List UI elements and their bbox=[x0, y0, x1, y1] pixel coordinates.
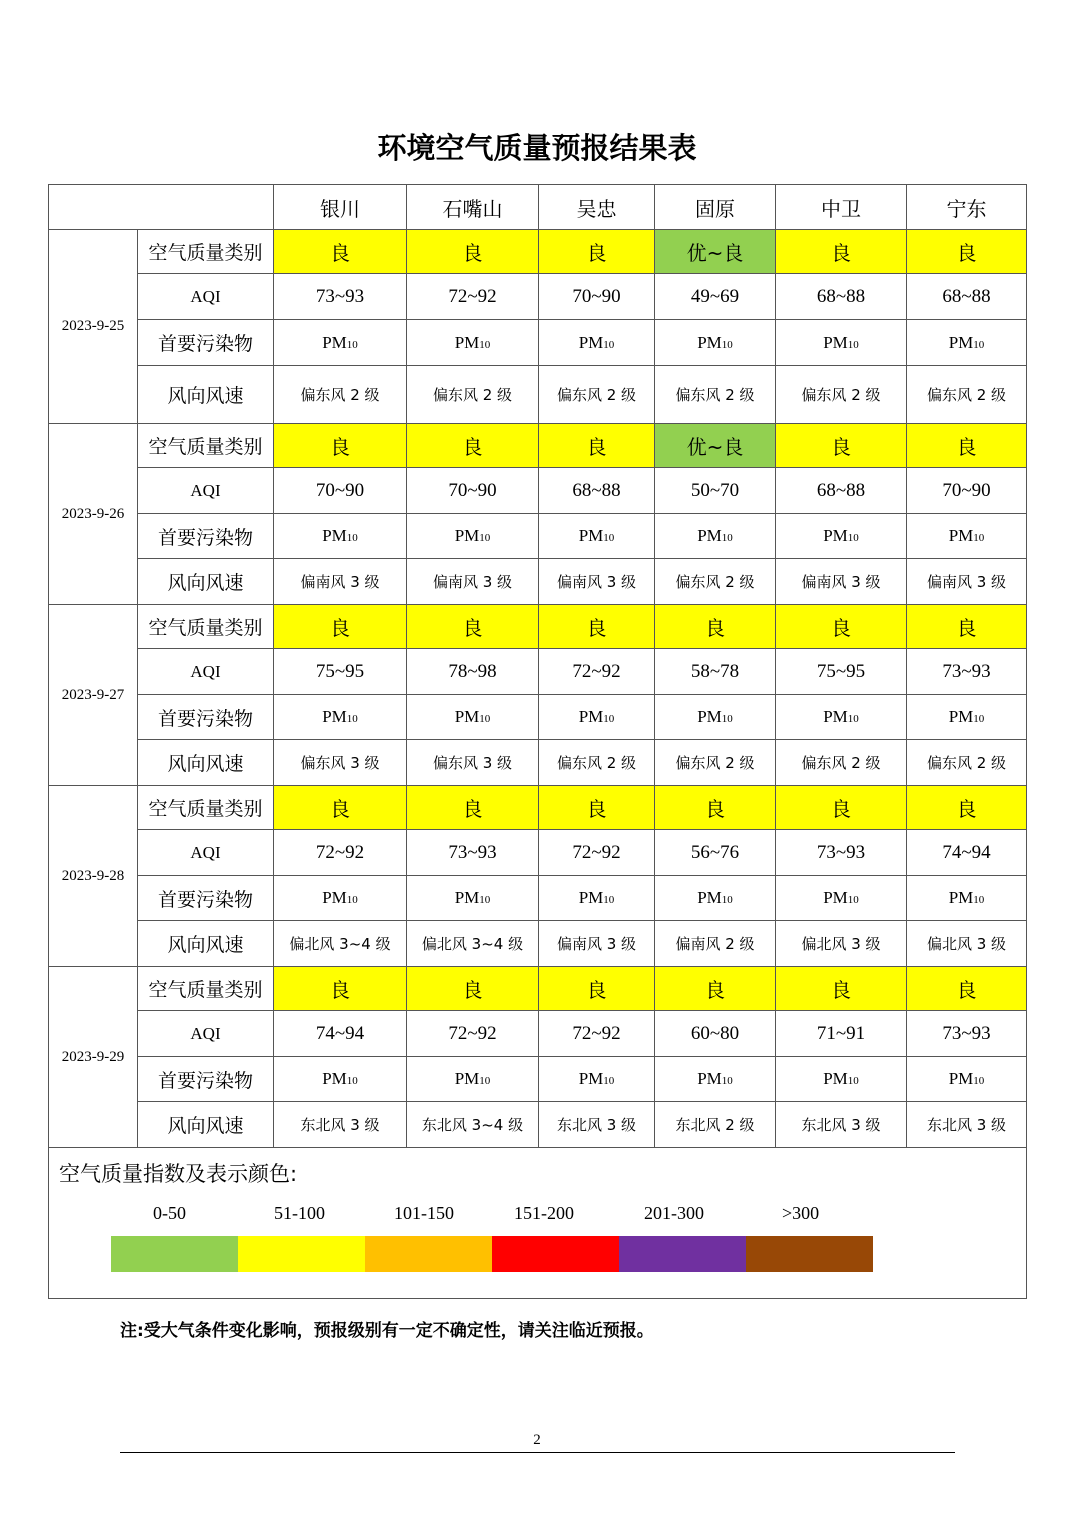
pollutant-value: PM10 bbox=[454, 332, 491, 352]
quality-cell: 良 bbox=[907, 230, 1027, 274]
pollutant-cell bbox=[655, 876, 776, 921]
quality-cell: 良 bbox=[776, 424, 907, 468]
pollutant-cell bbox=[274, 514, 407, 559]
pollutant-subscript: 10 bbox=[721, 713, 733, 725]
pollutant-subscript: 10 bbox=[346, 338, 358, 351]
city-header: 银川 bbox=[274, 185, 407, 230]
aqi-cell: 74~94 bbox=[907, 830, 1027, 876]
forecast-body bbox=[49, 230, 1027, 1148]
aqi-cell: 73~93 bbox=[274, 274, 407, 320]
wind-cell: 偏东风 3 级 bbox=[407, 740, 539, 786]
pollutant-cell bbox=[407, 1057, 539, 1102]
pollutant-subscript: 10 bbox=[847, 1075, 859, 1087]
quality-cell: 良 bbox=[407, 786, 539, 830]
pollutant-value: PM10 bbox=[948, 707, 985, 726]
aqi-cell: 72~92 bbox=[539, 830, 655, 876]
pollutant-cell bbox=[655, 514, 776, 559]
pollutant-subscript: 10 bbox=[973, 338, 985, 351]
pollutant-subscript: 10 bbox=[721, 894, 733, 906]
row-label-pollutant: 首要污染物 bbox=[138, 1057, 274, 1102]
quality-cell: 良 bbox=[907, 424, 1027, 468]
pollutant-cell bbox=[539, 876, 655, 921]
aqi-cell: 71~91 bbox=[776, 1011, 907, 1057]
pollutant-value: PM10 bbox=[697, 526, 733, 545]
legend-cell bbox=[49, 1148, 1027, 1299]
aqi-cell: 56~76 bbox=[655, 830, 776, 876]
pollutant-value: PM10 bbox=[823, 526, 859, 545]
pollutant-value: PM10 bbox=[697, 707, 733, 726]
quality-cell: 良 bbox=[776, 605, 907, 649]
table-row bbox=[49, 786, 1027, 830]
row-label-quality: 空气质量类别 bbox=[138, 230, 274, 274]
row-label-pollutant: 首要污染物 bbox=[138, 320, 274, 366]
wind-cell: 偏南风 3 级 bbox=[539, 559, 655, 605]
quality-cell: 良 bbox=[407, 605, 539, 649]
pollutant-subscript: 10 bbox=[847, 532, 859, 544]
row-label-pollutant: 首要污染物 bbox=[138, 876, 274, 921]
quality-cell: 良 bbox=[907, 967, 1027, 1011]
footer-divider bbox=[120, 1452, 955, 1453]
wind-cell: 偏东风 2 级 bbox=[407, 366, 539, 424]
wind-cell: 偏北风 3~4 级 bbox=[407, 921, 539, 967]
quality-cell: 良 bbox=[907, 605, 1027, 649]
quality-cell: 良 bbox=[655, 786, 776, 830]
aqi-cell: 72~92 bbox=[274, 830, 407, 876]
row-label-quality: 空气质量类别 bbox=[138, 967, 274, 1011]
pollutant-value: PM10 bbox=[454, 707, 491, 726]
page-number: 2 bbox=[533, 1432, 541, 1448]
wind-cell: 东北风 3 级 bbox=[274, 1102, 407, 1148]
pollutant-value: PM10 bbox=[454, 526, 491, 545]
pollutant-value: PM10 bbox=[823, 332, 859, 352]
quality-cell: 良 bbox=[539, 605, 655, 649]
legend-title: 空气质量指数及表示颜色: bbox=[59, 1162, 298, 1186]
pollutant-value: PM10 bbox=[454, 888, 491, 907]
row-label-wind: 风向风速 bbox=[138, 921, 274, 967]
wind-cell: 偏东风 2 级 bbox=[539, 366, 655, 424]
table-row bbox=[49, 967, 1027, 1011]
pollutant-cell bbox=[907, 1057, 1027, 1102]
pollutant-cell bbox=[274, 695, 407, 740]
aqi-cell: 73~93 bbox=[776, 830, 907, 876]
pollutant-cell bbox=[539, 514, 655, 559]
pollutant-subscript: 10 bbox=[479, 532, 491, 544]
page-title: 环境空气质量预报结果表 bbox=[377, 131, 697, 165]
aqi-cell: 50~70 bbox=[655, 468, 776, 514]
pollutant-cell bbox=[407, 320, 539, 366]
pollutant-value: PM10 bbox=[823, 1069, 859, 1088]
pollutant-subscript: 10 bbox=[346, 713, 358, 725]
aqi-cell: 72~92 bbox=[407, 274, 539, 320]
pollutant-cell bbox=[655, 1057, 776, 1102]
wind-cell: 东北风 3 级 bbox=[907, 1102, 1027, 1148]
header-row bbox=[49, 185, 1027, 230]
pollutant-value: PM10 bbox=[322, 1069, 358, 1088]
pollutant-value: PM10 bbox=[948, 526, 985, 545]
table-row bbox=[49, 830, 1027, 876]
date-cell: 2023-9-27 bbox=[49, 605, 138, 786]
table-row bbox=[49, 921, 1027, 967]
row-label-wind: 风向风速 bbox=[138, 1102, 274, 1148]
pollutant-subscript: 10 bbox=[603, 532, 615, 544]
wind-cell: 偏东风 2 级 bbox=[907, 366, 1027, 424]
wind-cell: 偏东风 2 级 bbox=[776, 366, 907, 424]
pollutant-subscript: 10 bbox=[479, 338, 491, 351]
table-row bbox=[49, 740, 1027, 786]
wind-cell: 东北风 3 级 bbox=[539, 1102, 655, 1148]
pollutant-subscript: 10 bbox=[603, 894, 615, 906]
wind-cell: 偏东风 2 级 bbox=[539, 740, 655, 786]
pollutant-cell bbox=[776, 1057, 907, 1102]
row-label-wind: 风向风速 bbox=[138, 740, 274, 786]
pollutant-cell bbox=[539, 695, 655, 740]
date-cell: 2023-9-26 bbox=[49, 424, 138, 605]
pollutant-cell bbox=[274, 320, 407, 366]
legend-color-swatch bbox=[492, 1236, 619, 1272]
row-label-pollutant: 首要污染物 bbox=[138, 514, 274, 559]
aqi-cell: 68~88 bbox=[776, 274, 907, 320]
legend-range-label: 51-100 bbox=[274, 1203, 325, 1223]
pollutant-subscript: 10 bbox=[973, 532, 985, 544]
pollutant-subscript: 10 bbox=[721, 1075, 733, 1087]
row-label-pollutant: 首要污染物 bbox=[138, 695, 274, 740]
quality-cell: 良 bbox=[274, 230, 407, 274]
table-row bbox=[49, 559, 1027, 605]
pollutant-value: PM10 bbox=[322, 888, 358, 907]
row-label-aqi: AQI bbox=[138, 830, 274, 876]
wind-cell: 偏南风 3 级 bbox=[907, 559, 1027, 605]
pollutant-cell bbox=[407, 695, 539, 740]
legend-color-swatch bbox=[238, 1236, 365, 1272]
table-row bbox=[49, 514, 1027, 559]
pollutant-cell bbox=[907, 514, 1027, 559]
pollutant-value: PM10 bbox=[322, 526, 358, 545]
aqi-cell: 72~92 bbox=[407, 1011, 539, 1057]
pollutant-cell bbox=[655, 695, 776, 740]
row-label-aqi: AQI bbox=[138, 468, 274, 514]
pollutant-value: PM10 bbox=[823, 888, 859, 907]
pollutant-value: PM10 bbox=[322, 332, 358, 352]
pollutant-value: PM10 bbox=[454, 1069, 491, 1088]
wind-cell: 东北风 3 级 bbox=[776, 1102, 907, 1148]
date-cell: 2023-9-29 bbox=[49, 967, 138, 1148]
quality-cell: 良 bbox=[407, 230, 539, 274]
row-label-aqi: AQI bbox=[138, 274, 274, 320]
pollutant-subscript: 10 bbox=[603, 1075, 615, 1087]
table-row bbox=[49, 424, 1027, 468]
pollutant-subscript: 10 bbox=[847, 338, 859, 351]
forecast-table bbox=[48, 184, 1027, 1299]
aqi-cell: 73~93 bbox=[907, 649, 1027, 695]
pollutant-cell bbox=[907, 320, 1027, 366]
wind-cell: 偏北风 3 级 bbox=[907, 921, 1027, 967]
aqi-cell: 70~90 bbox=[407, 468, 539, 514]
legend-color-swatch bbox=[365, 1236, 492, 1272]
aqi-cell: 73~93 bbox=[407, 830, 539, 876]
quality-cell: 良 bbox=[274, 605, 407, 649]
quality-cell: 良 bbox=[776, 230, 907, 274]
quality-cell: 良 bbox=[907, 786, 1027, 830]
pollutant-cell bbox=[407, 876, 539, 921]
aqi-cell: 75~95 bbox=[274, 649, 407, 695]
pollutant-subscript: 10 bbox=[973, 713, 985, 725]
pollutant-subscript: 10 bbox=[346, 894, 358, 906]
city-header: 中卫 bbox=[776, 185, 907, 230]
wind-cell: 东北风 2 级 bbox=[655, 1102, 776, 1148]
wind-cell: 偏东风 2 级 bbox=[274, 366, 407, 424]
aqi-cell: 60~80 bbox=[655, 1011, 776, 1057]
legend-row bbox=[49, 1148, 1027, 1299]
city-header: 石嘴山 bbox=[407, 185, 539, 230]
forecast-note: 注:受大气条件变化影响，预报级别有一定不确定性，请关注临近预报。 bbox=[120, 1321, 654, 1341]
aqi-cell: 68~88 bbox=[539, 468, 655, 514]
aqi-cell: 72~92 bbox=[539, 649, 655, 695]
pollutant-value: PM10 bbox=[948, 332, 985, 352]
quality-cell: 良 bbox=[407, 967, 539, 1011]
pollutant-value: PM10 bbox=[322, 707, 358, 726]
wind-cell: 偏南风 3 级 bbox=[539, 921, 655, 967]
quality-cell: 良 bbox=[655, 967, 776, 1011]
pollutant-subscript: 10 bbox=[479, 894, 491, 906]
wind-cell: 偏东风 2 级 bbox=[776, 740, 907, 786]
pollutant-cell bbox=[907, 695, 1027, 740]
aqi-cell: 73~93 bbox=[907, 1011, 1027, 1057]
quality-cell: 良 bbox=[539, 424, 655, 468]
quality-cell: 优~良 bbox=[655, 424, 776, 468]
row-label-wind: 风向风速 bbox=[138, 366, 274, 424]
pollutant-cell bbox=[655, 320, 776, 366]
pollutant-value: PM10 bbox=[697, 1069, 733, 1088]
aqi-cell: 78~98 bbox=[407, 649, 539, 695]
quality-cell: 良 bbox=[274, 786, 407, 830]
pollutant-subscript: 10 bbox=[603, 338, 615, 351]
quality-cell: 良 bbox=[776, 967, 907, 1011]
table-row bbox=[49, 320, 1027, 366]
wind-cell: 偏南风 3 级 bbox=[274, 559, 407, 605]
aqi-cell: 75~95 bbox=[776, 649, 907, 695]
date-cell: 2023-9-28 bbox=[49, 786, 138, 967]
quality-cell: 良 bbox=[274, 424, 407, 468]
table-row bbox=[49, 695, 1027, 740]
aqi-cell: 72~92 bbox=[539, 1011, 655, 1057]
pollutant-value: PM10 bbox=[823, 707, 859, 726]
wind-cell: 偏南风 3 级 bbox=[407, 559, 539, 605]
pollutant-value: PM10 bbox=[697, 332, 733, 352]
pollutant-subscript: 10 bbox=[346, 1075, 358, 1087]
wind-cell: 偏东风 2 级 bbox=[655, 740, 776, 786]
table-row bbox=[49, 649, 1027, 695]
pollutant-cell bbox=[776, 320, 907, 366]
legend-range-label: 151-200 bbox=[514, 1203, 574, 1223]
legend-color-swatch bbox=[111, 1236, 238, 1272]
pollutant-subscript: 10 bbox=[346, 532, 358, 544]
table-row bbox=[49, 876, 1027, 921]
aqi-cell: 68~88 bbox=[907, 274, 1027, 320]
aqi-cell: 70~90 bbox=[274, 468, 407, 514]
pollutant-cell bbox=[407, 514, 539, 559]
quality-cell: 良 bbox=[776, 786, 907, 830]
row-label-quality: 空气质量类别 bbox=[138, 605, 274, 649]
pollutant-value: PM10 bbox=[948, 888, 985, 907]
legend-color-swatch bbox=[746, 1236, 873, 1272]
table-row bbox=[49, 274, 1027, 320]
quality-cell: 优~良 bbox=[655, 230, 776, 274]
wind-cell: 偏东风 2 级 bbox=[655, 559, 776, 605]
pollutant-subscript: 10 bbox=[721, 532, 733, 544]
pollutant-value: PM10 bbox=[697, 888, 733, 907]
pollutant-value: PM10 bbox=[578, 332, 615, 352]
pollutant-value: PM10 bbox=[948, 1069, 985, 1088]
legend-range-label: >300 bbox=[782, 1203, 820, 1223]
quality-cell: 良 bbox=[407, 424, 539, 468]
corner-cell bbox=[49, 185, 274, 230]
table-row bbox=[49, 366, 1027, 424]
quality-cell: 良 bbox=[274, 967, 407, 1011]
aqi-cell: 68~88 bbox=[776, 468, 907, 514]
quality-cell: 良 bbox=[539, 230, 655, 274]
pollutant-value: PM10 bbox=[578, 526, 615, 545]
pollutant-subscript: 10 bbox=[479, 1075, 491, 1087]
pollutant-subscript: 10 bbox=[847, 894, 859, 906]
row-label-quality: 空气质量类别 bbox=[138, 786, 274, 830]
pollutant-cell bbox=[776, 695, 907, 740]
wind-cell: 偏南风 2 级 bbox=[655, 921, 776, 967]
wind-cell: 偏东风 2 级 bbox=[907, 740, 1027, 786]
table-row bbox=[49, 1102, 1027, 1148]
table-row bbox=[49, 1011, 1027, 1057]
aqi-cell: 58~78 bbox=[655, 649, 776, 695]
table-row bbox=[49, 605, 1027, 649]
quality-cell: 良 bbox=[655, 605, 776, 649]
city-header: 固原 bbox=[655, 185, 776, 230]
pollutant-value: PM10 bbox=[578, 707, 615, 726]
pollutant-cell bbox=[776, 876, 907, 921]
wind-cell: 偏北风 3~4 级 bbox=[274, 921, 407, 967]
pollutant-cell bbox=[539, 1057, 655, 1102]
date-cell: 2023-9-25 bbox=[49, 230, 138, 424]
row-label-quality: 空气质量类别 bbox=[138, 424, 274, 468]
pollutant-subscript: 10 bbox=[973, 894, 985, 906]
pollutant-value: PM10 bbox=[578, 1069, 615, 1088]
wind-cell: 偏南风 3 级 bbox=[776, 559, 907, 605]
legend-range-label: 201-300 bbox=[644, 1203, 704, 1223]
row-label-wind: 风向风速 bbox=[138, 559, 274, 605]
pollutant-cell bbox=[539, 320, 655, 366]
pollutant-value: PM10 bbox=[578, 888, 615, 907]
aqi-cell: 70~90 bbox=[539, 274, 655, 320]
pollutant-cell bbox=[907, 876, 1027, 921]
pollutant-subscript: 10 bbox=[603, 713, 615, 725]
quality-cell: 良 bbox=[539, 967, 655, 1011]
row-label-aqi: AQI bbox=[138, 1011, 274, 1057]
row-label-aqi: AQI bbox=[138, 649, 274, 695]
wind-cell: 偏北风 3 级 bbox=[776, 921, 907, 967]
pollutant-cell bbox=[776, 514, 907, 559]
pollutant-subscript: 10 bbox=[847, 713, 859, 725]
pollutant-subscript: 10 bbox=[973, 1075, 985, 1087]
aqi-cell: 70~90 bbox=[907, 468, 1027, 514]
aqi-cell: 49~69 bbox=[655, 274, 776, 320]
legend-color-swatch bbox=[619, 1236, 746, 1272]
aqi-cell: 74~94 bbox=[274, 1011, 407, 1057]
wind-cell: 偏东风 3 级 bbox=[274, 740, 407, 786]
table-row bbox=[49, 1057, 1027, 1102]
city-header: 宁东 bbox=[907, 185, 1027, 230]
city-header: 吴忠 bbox=[539, 185, 655, 230]
quality-cell: 良 bbox=[539, 786, 655, 830]
table-row bbox=[49, 468, 1027, 514]
legend-range-label: 101-150 bbox=[394, 1203, 454, 1223]
legend-range-label: 0-50 bbox=[153, 1203, 186, 1223]
pollutant-subscript: 10 bbox=[479, 713, 491, 725]
wind-cell: 偏东风 2 级 bbox=[655, 366, 776, 424]
wind-cell: 东北风 3~4 级 bbox=[407, 1102, 539, 1148]
pollutant-cell bbox=[274, 1057, 407, 1102]
table-row bbox=[49, 230, 1027, 274]
pollutant-cell bbox=[274, 876, 407, 921]
pollutant-subscript: 10 bbox=[721, 338, 733, 351]
